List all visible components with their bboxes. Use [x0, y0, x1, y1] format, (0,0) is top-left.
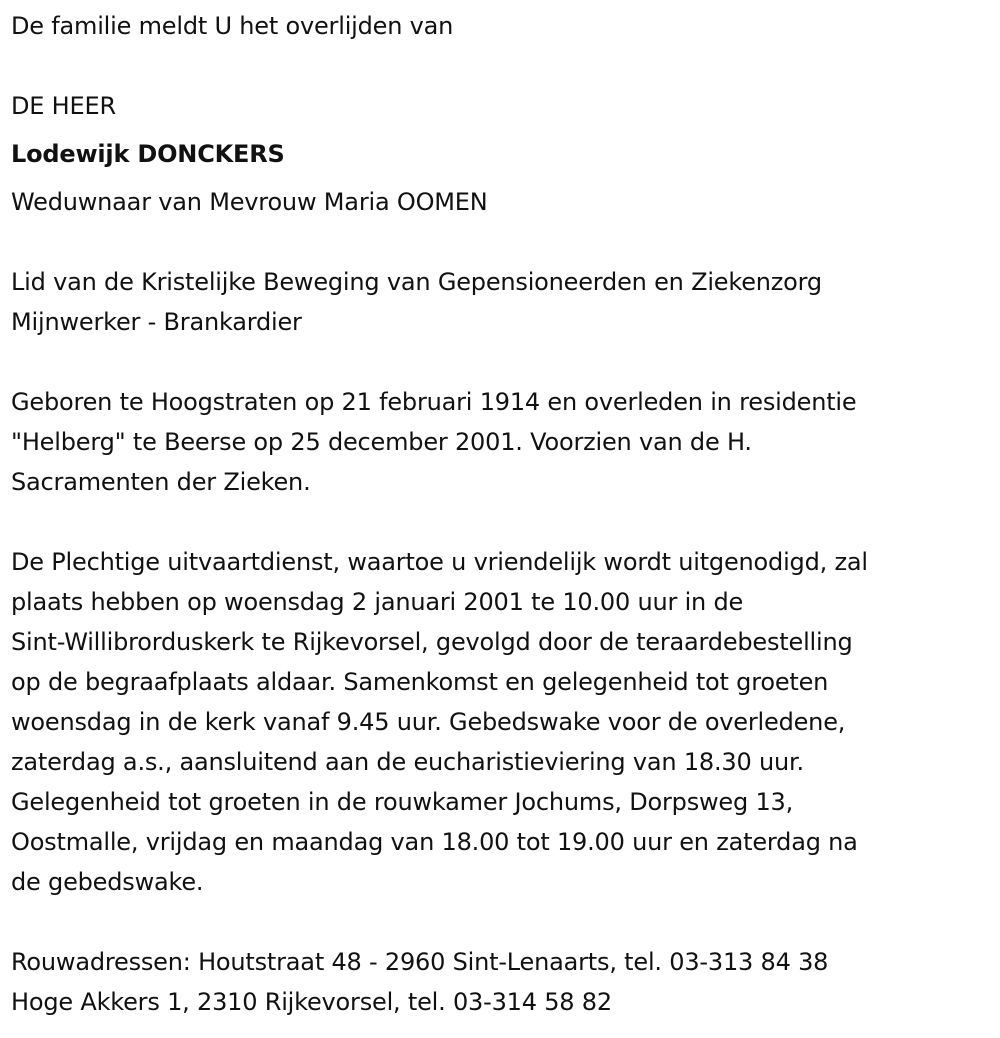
ceremony-line: plaats hebben op woensdag 2 januari 2001 te 10.00 uur in de: [11, 588, 744, 616]
birth-death-line: Sacramenten der Zieken.: [11, 468, 311, 496]
occupation-line: Mijnwerker - Brankardier: [11, 308, 302, 336]
ceremony-line: op de begraafplaats aldaar. Samenkomst en gelegenheid tot groeten: [11, 668, 829, 696]
birth-death-line: Geboren te Hoogstraten op 21 februari 1914 en overleden in residentie: [11, 388, 857, 416]
widower-line: Weduwnaar van Mevrouw Maria OOMEN: [11, 188, 488, 216]
deceased-name: Lodewijk DONCKERS: [11, 140, 285, 168]
ceremony-line: zaterdag a.s., aansluitend aan de eucharistieviering van 18.30 uur.: [11, 748, 804, 776]
intro-line: De familie meldt U het overlijden van: [11, 12, 454, 40]
address-line: Hoge Akkers 1, 2310 Rijkevorsel, tel. 03-314 58 82: [11, 988, 612, 1016]
ceremony-line: Sint-Willibrorduskerk te Rijkevorsel, gevolgd door de teraardebestelling: [11, 628, 853, 656]
ceremony-line: Oostmalle, vrijdag en maandag van 18.00 tot 19.00 uur en zaterdag na: [11, 828, 858, 856]
ceremony-line: de gebedswake.: [11, 868, 204, 896]
ceremony-line: woensdag in de kerk vanaf 9.45 uur. Gebedswake voor de overledene,: [11, 708, 846, 736]
address-line: Rouwadressen: Houtstraat 48 - 2960 Sint-Lenaarts, tel. 03-313 84 38: [11, 948, 829, 976]
birth-death-line: "Helberg" te Beerse op 25 december 2001. Voorzien van de H.: [11, 428, 752, 456]
membership-line: Lid van de Kristelijke Beweging van Gepensioneerden en Ziekenzorg: [11, 268, 822, 296]
ceremony-line: Gelegenheid tot groeten in de rouwkamer Jochums, Dorpsweg 13,: [11, 788, 794, 816]
honorific: DE HEER: [11, 92, 116, 120]
ceremony-line: De Plechtige uitvaartdienst, waartoe u vriendelijk wordt uitgenodigd, zal: [11, 548, 868, 576]
